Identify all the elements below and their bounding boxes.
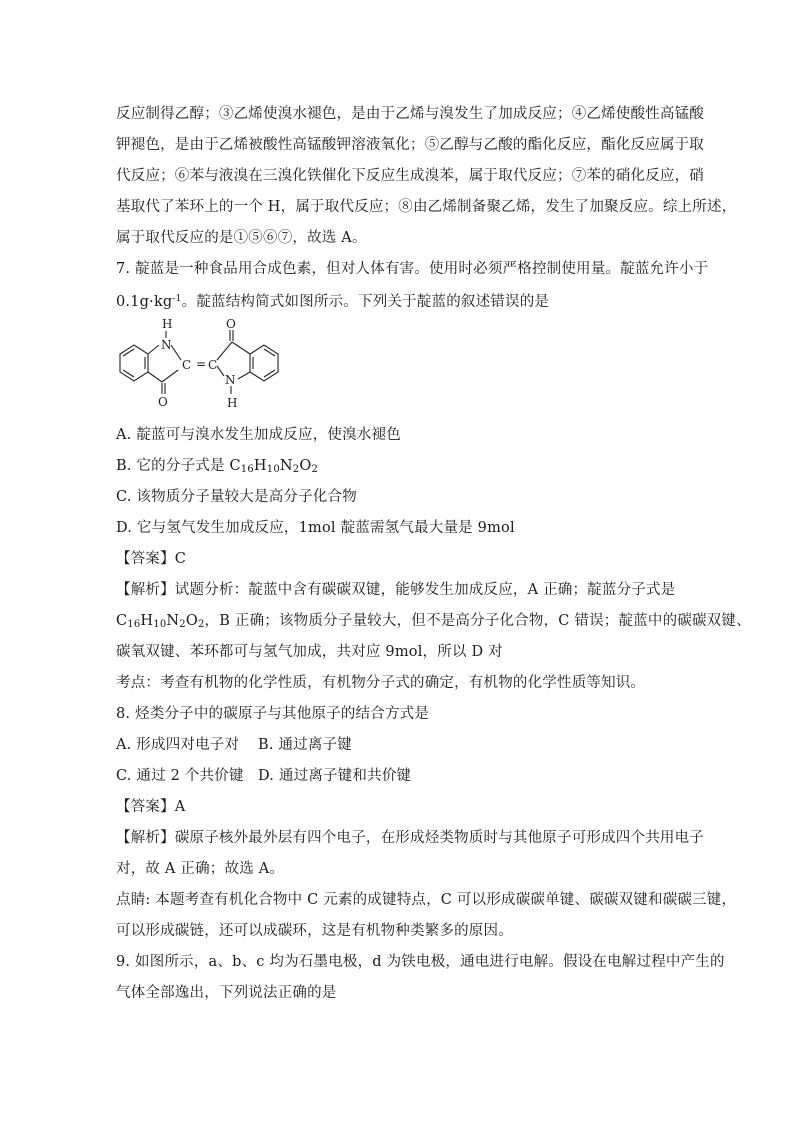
structure-label: C bbox=[182, 358, 192, 372]
option-a: A. 形成四对电子对 bbox=[116, 737, 240, 753]
question-9-stem: 气体全部逸出，下列说法正确的是 bbox=[116, 985, 337, 1001]
answer-label: 【答案】C bbox=[116, 551, 187, 567]
structure-label: O bbox=[158, 395, 168, 409]
structure-label: N bbox=[161, 338, 172, 352]
option-c: C. 该物质分子量较大是高分子化合物 bbox=[116, 489, 357, 505]
option-b: B. 它的分子式是 $C_{16}H_{10}N_2O_2$ bbox=[116, 458, 318, 475]
analysis-text: 对，故 A 正确；故选 A。 bbox=[116, 861, 285, 877]
analysis-text: 【解析】试题分析：靛蓝中含有碳碳双键，能够发生加成反应，A 正确；靛蓝分子式是 bbox=[116, 582, 676, 598]
option-a: A. 靛蓝可与溴水发生加成反应，使溴水褪色 bbox=[116, 427, 401, 443]
structure-label: N bbox=[225, 373, 236, 387]
option-d: D. 它与氢气发生加成反应，1mol 靛蓝需氢气最大量是 9mol bbox=[116, 520, 515, 536]
indigo-structure-diagram bbox=[114, 316, 284, 416]
option-b: B. 通过离子键 bbox=[258, 737, 352, 753]
question-7-stem: 7. 靛蓝是一种食品用合成色素，但对人体有害。使用时必须严格控制使用量。靛蓝允许小于 bbox=[116, 261, 709, 277]
text-line: 属于取代反应的是①⑤⑥⑦，故选 A。 bbox=[116, 230, 367, 246]
question-9-stem: 9. 如图所示，a、b、c 均为石墨电极，d 为铁电极，通电进行电解。假设在电解过程中产生的 bbox=[116, 954, 725, 970]
analysis-text: 碳氧双键、苯环都可与氢气加成，共对应 9mol，所以 D 对 bbox=[116, 644, 503, 660]
answer-label: 【答案】A bbox=[116, 799, 186, 815]
structure-label: C bbox=[208, 358, 218, 372]
text-line: 基取代了苯环上的一个 H，属于取代反应；⑧由乙烯制备聚乙烯，发生了加聚反应。综上所述， bbox=[116, 199, 737, 215]
question-7-stem-line2: $0.1g\cdot kg^{-1}$。靛蓝结构简式如图所示。下列关于靛蓝的叙述错误的是 bbox=[116, 294, 550, 310]
structure-label: H bbox=[162, 317, 173, 331]
key-point-text: 点睛: 本题考查有机化合物中 C 元素的成键特点，C 可以形成碳碳单键、碳碳双键和碳碳三键， bbox=[116, 892, 737, 908]
text-line: 代反应；⑥苯与液溴在三溴化铁催化下反应生成溴苯，属于取代反应；⑦苯的硝化反应，硝 bbox=[116, 168, 704, 184]
key-point-text: 可以形成碳链，还可以成碳环，这是有机物种类繁多的原因。 bbox=[116, 923, 513, 939]
question-8-stem: 8. 烃类分子中的碳原子与其他原子的结合方式是 bbox=[116, 706, 430, 722]
exam-point-text: 考点：考查有机物的化学性质，有机物分子式的确定，有机物的化学性质等知识。 bbox=[116, 675, 646, 691]
structure-label: H bbox=[227, 396, 238, 410]
option-c: C. 通过 2 个共价键 bbox=[116, 768, 244, 784]
analysis-text: $C_{16}H_{10}N_2O_2$，B 正确；该物质分子量较大，但不是高分子化合物，C 错误；靛蓝中的碳碳双键、 bbox=[116, 613, 751, 630]
text-line: 钾褪色，是由于乙烯被酸性高锰酸钾溶液氧化；⑤乙醇与乙酸的酯化反应，酯化反应属于取 bbox=[116, 137, 704, 153]
option-d: D. 通过离子键和共价键 bbox=[258, 768, 412, 784]
structure-label: = bbox=[196, 357, 207, 371]
text-line: 反应制得乙醇；③乙烯使溴水褪色，是由于乙烯与溴发生了加成反应；④乙烯使酸性高锰酸 bbox=[116, 106, 704, 122]
structure-label: O bbox=[226, 317, 236, 331]
analysis-text: 【解析】碳原子核外最外层有四个电子，在形成烃类物质时与其他原子可形成四个共用电子 bbox=[116, 830, 704, 846]
